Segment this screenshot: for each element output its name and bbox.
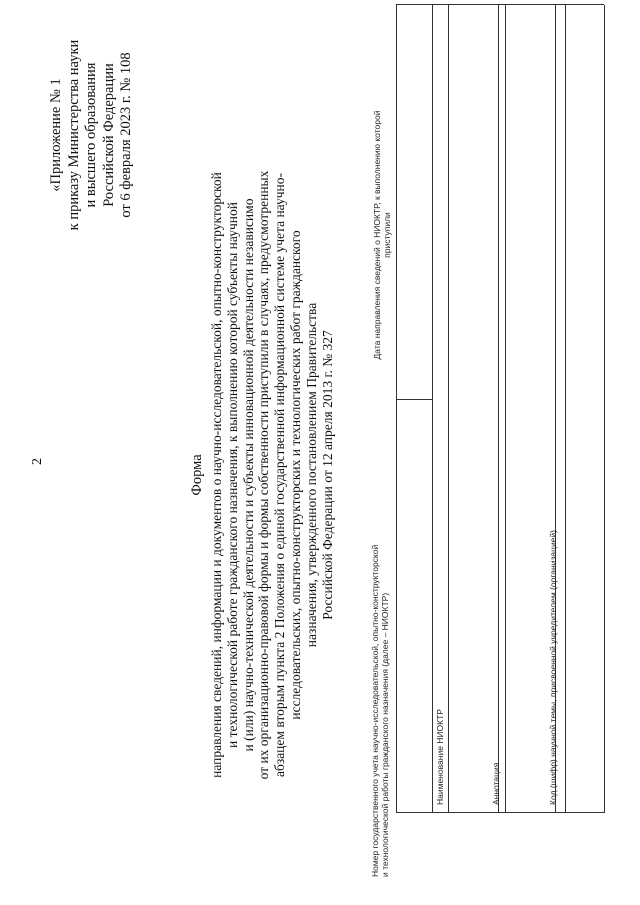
table-rule: [396, 812, 604, 813]
subtitle-line: и технологической работе гражданского назначения, к выполнению которой субъекты научной: [224, 202, 240, 748]
subtitle-line: исследовательских, опытно-конструкторских и технологических работ гражданского: [287, 230, 303, 720]
subtitle-line: назначения, утвержденного постановлением Правительства: [303, 302, 319, 648]
subtitle-line: абзацем вторым пункта 2 Положения о единой государственной информационной системе учета научно-: [272, 173, 288, 777]
page-number: 2: [30, 458, 45, 465]
table-rule: [604, 5, 605, 813]
row-label-annotation: Аннотация: [491, 762, 501, 805]
subtitle-line: направления сведений, информации и документов о научно-исследовательской, опытно-конструкторской: [209, 172, 224, 778]
subtitle-line: Российской Федерации от 12 апреля 2013 г. № 327: [319, 330, 335, 620]
appendix-line: «Приложение № 1: [48, 78, 64, 192]
table-header-left: Номер государственного учета научно-исследовательской, опытно-конструкторской и технологической работы гражданского назначения (далее – НИОКТР): [370, 544, 390, 877]
appendix-line: к приказу Министерства науки: [65, 39, 82, 231]
row-label-name: Наименование НИОКТР: [435, 709, 445, 805]
table-rule: [498, 5, 499, 813]
table-rule: [448, 5, 449, 813]
table-rule: [565, 5, 566, 813]
form-subtitle: [209, 105, 335, 845]
appendix-block: [48, 15, 136, 255]
form-title: Форма: [189, 454, 205, 496]
table-header-right: Дата направления сведений о НИОКТР, к выполнению которой приступили: [372, 110, 392, 360]
form-title-block: [188, 105, 335, 845]
subtitle-line: и (или) научно-технической деятельности и субъекты инновационной деятельности независимо: [240, 198, 256, 752]
appendix-line: Российской Федерации: [100, 63, 117, 207]
table-rule: [432, 5, 433, 813]
appendix-line: и высшего образования: [83, 62, 99, 208]
subtitle-line: от их организационно-правовой формы и формы собственности приступили в случаях, предусмотренных: [256, 170, 272, 780]
table-rule: [396, 4, 604, 5]
table-rule: [396, 399, 432, 400]
row-label-code: Код (шифр) научной темы, присвоенной учредителем (организацией): [548, 530, 558, 805]
appendix-line: от 6 февраля 2023 г. № 108: [118, 52, 134, 218]
table-rule: [396, 5, 397, 813]
table-rule: [505, 5, 506, 813]
